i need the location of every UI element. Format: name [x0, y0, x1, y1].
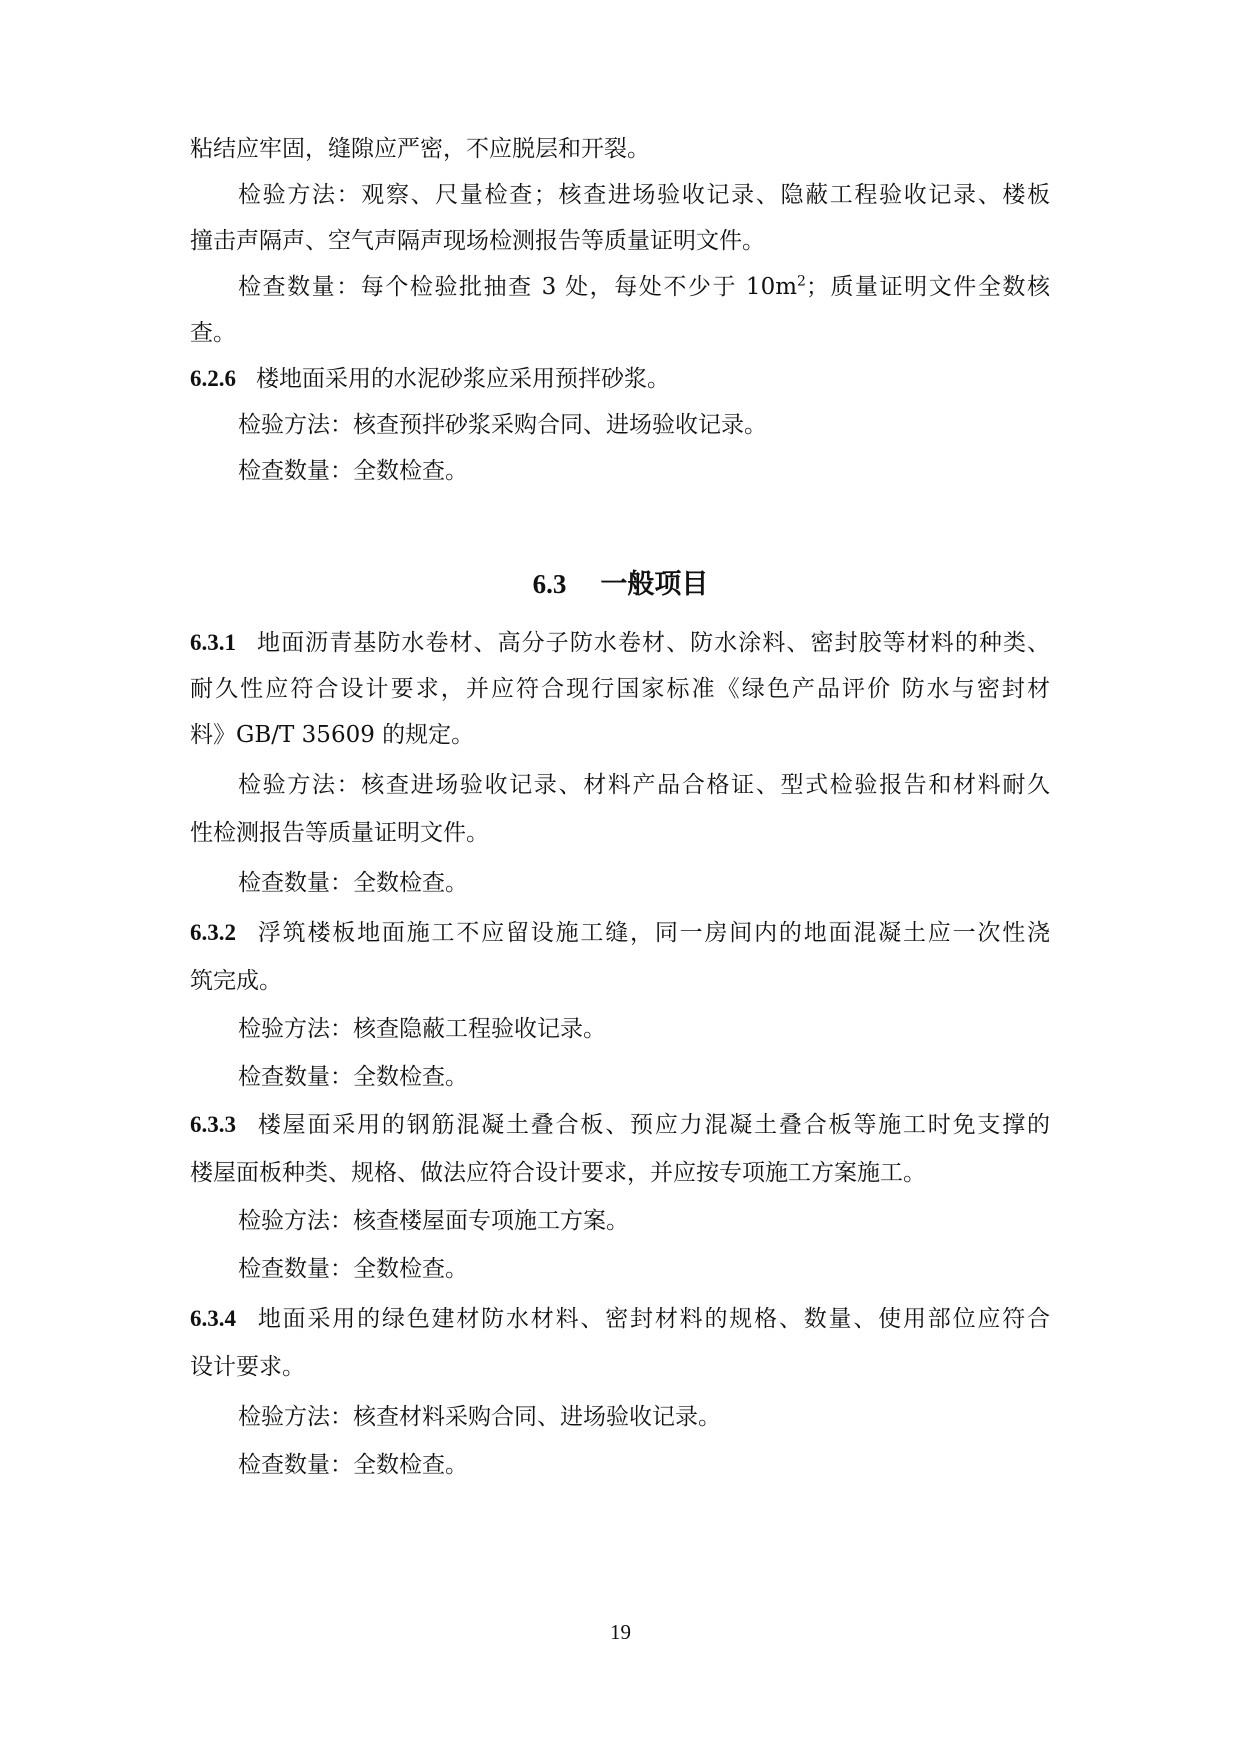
page-number: 19: [610, 1620, 631, 1644]
paragraph-line: 粘结应牢固，缝隙应严密，不应脱层和开裂。: [190, 136, 650, 162]
clause-text: 楼地面采用的水泥砂浆应采用预拌砂浆。: [256, 366, 670, 392]
quantity-text: 检查数量：每个检验批抽查 3 处，每处不少于 10m: [238, 274, 798, 300]
clause-6-3-1: [190, 628, 1050, 658]
inspection-method-line: 检验方法：核查隐蔽工程验收记录。: [238, 1016, 606, 1042]
inspection-method-line: 撞击声隔声、空气声隔声现场检测报告等质量证明文件。: [190, 228, 765, 254]
section-heading: [0, 566, 1241, 603]
clause-text-line: 筑完成。: [190, 968, 282, 994]
inspection-method-line: 检验方法：核查进场验收记录、材料产品合格证、型式检验报告和材料耐久: [238, 772, 1050, 798]
inspection-quantity-line: [238, 272, 1050, 302]
section-number: 6.3: [532, 569, 567, 599]
clause-6-2-6: [190, 364, 1050, 394]
clause-number: 6.2.6: [190, 366, 236, 391]
clause-number: 6.3.1: [190, 630, 236, 655]
inspection-quantity-line: 检查数量：全数检查。: [238, 1452, 468, 1478]
clause-text: 地面沥青基防水卷材、高分子防水卷材、防水涂料、密封胶等材料的种类、: [256, 630, 1050, 656]
clause-text: 楼屋面采用的钢筋混凝土叠合板、预应力混凝土叠合板等施工时免支撑的: [256, 1112, 1050, 1138]
inspection-quantity-line: 检查数量：全数检查。: [238, 1256, 468, 1282]
inspection-quantity-line: 检查数量：全数检查。: [238, 870, 468, 896]
inspection-method-line: 检验方法：核查楼屋面专项施工方案。: [238, 1208, 629, 1234]
clause-6-3-4: [190, 1304, 1050, 1334]
inspection-quantity-line: 检查数量：全数检查。: [238, 1064, 468, 1090]
clause-number: 6.3.3: [190, 1112, 236, 1137]
inspection-method-line: 检验方法：核查预拌砂浆采购合同、进场验收记录。: [238, 412, 767, 438]
section-title: 一般项目: [600, 569, 709, 600]
clause-number: 6.3.4: [190, 1306, 236, 1331]
superscript-exponent: 2: [797, 273, 806, 290]
clause-text: 地面采用的绿色建材防水材料、密封材料的规格、数量、使用部位应符合: [256, 1306, 1050, 1332]
inspection-quantity-line: 查。: [190, 320, 236, 346]
clause-text-line: 耐久性应符合设计要求，并应符合现行国家标准《绿色产品评价 防水与密封材: [190, 676, 1050, 702]
inspection-method-line: 检验方法：观察、尺量检查；核查进场验收记录、隐蔽工程验收记录、楼板: [238, 182, 1050, 208]
quantity-text-continued: ；质量证明文件全数核: [805, 274, 1050, 300]
inspection-method-line: 检验方法：核查材料采购合同、进场验收记录。: [238, 1404, 721, 1430]
inspection-method-line: 性检测报告等质量证明文件。: [190, 820, 489, 846]
clause-6-3-3: [190, 1110, 1050, 1140]
inspection-quantity-line: 检查数量：全数检查。: [238, 458, 468, 484]
clause-number: 6.3.2: [190, 920, 236, 945]
clause-text-line: 料》GB/T 35609 的规定。: [190, 722, 475, 748]
clause-text-line: 设计要求。: [190, 1354, 305, 1380]
clause-6-3-2: [190, 918, 1050, 948]
clause-text: 浮筑楼板地面施工不应留设施工缝，同一房间内的地面混凝土应一次性浇: [256, 920, 1050, 946]
clause-text-line: 楼屋面板种类、规格、做法应符合设计要求，并应按专项施工方案施工。: [190, 1160, 926, 1186]
